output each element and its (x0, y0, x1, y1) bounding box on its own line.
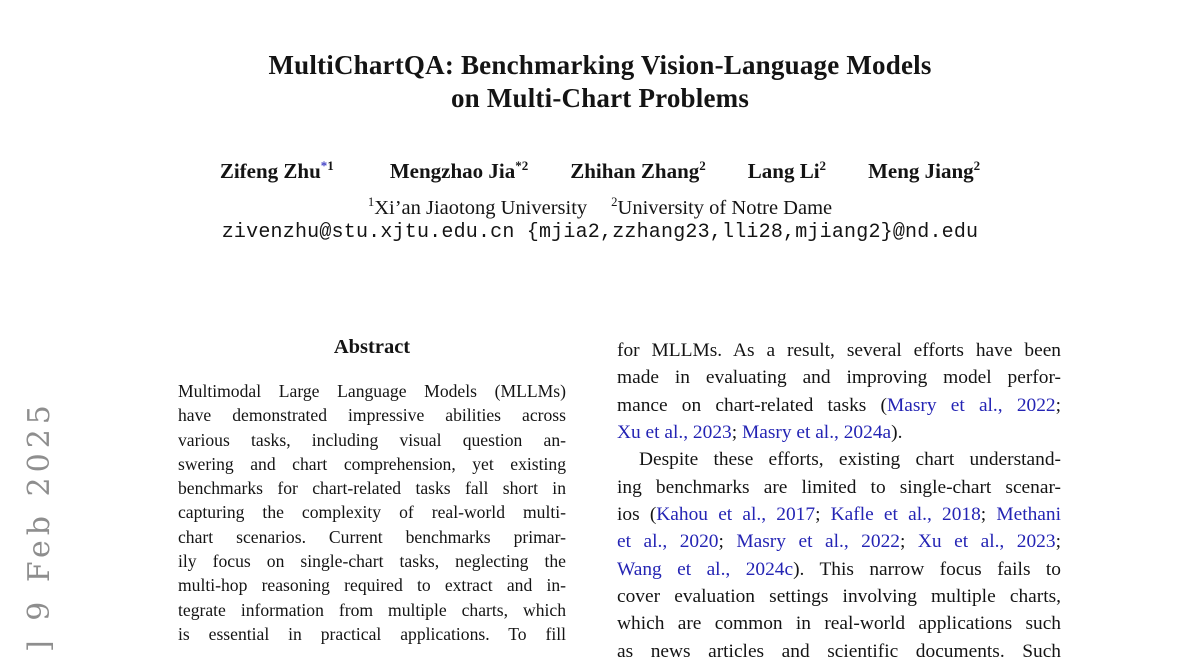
paper-title-line-2: on Multi-Chart Problems (450, 83, 750, 113)
author (220, 158, 334, 184)
affiliation-name: University of Notre Dame (617, 197, 833, 219)
text-line (617, 583, 1061, 610)
introduction-column (617, 337, 1061, 665)
author (748, 158, 826, 184)
text-segment: Despite these efforts, existing chart understand- (639, 449, 1061, 471)
text-segment: ; (899, 531, 918, 553)
text-line (178, 573, 566, 597)
text-segment: which are common in real-world applications such (617, 613, 1061, 635)
text-segment: multi-hop reasoning required to extract and in- (178, 575, 566, 596)
citation-link[interactable]: Kafle et al., 2018 (830, 504, 981, 526)
text-line (617, 474, 1061, 501)
text-segment: various tasks, including visual question an- (178, 429, 566, 450)
citation-link[interactable]: Xu et al., 2023 (617, 422, 732, 444)
text-segment: cover evaluation settings involving multiple charts, (617, 586, 1061, 608)
affiliation-superscript: 1 (327, 158, 334, 173)
text-line (178, 525, 566, 549)
footnote-asterisk: * (320, 158, 328, 173)
text-segment: chart scenarios. Current benchmarks primar- (178, 526, 566, 547)
author (868, 158, 980, 184)
abstract-heading: Abstract (333, 336, 411, 358)
citation-link[interactable]: Kahou et al., 2017 (656, 504, 816, 526)
text-segment: ios ( (617, 504, 657, 526)
author-name: Mengzhao Jia (389, 159, 516, 183)
text-segment: is essential in practical applications. To fill (178, 623, 566, 644)
text-segment: made in evaluating and improving model perfor- (617, 367, 1061, 389)
text-segment: ; (731, 422, 742, 444)
text-segment: ; (718, 531, 737, 553)
text-segment: ily focus on single-chart tasks, neglecting the (178, 551, 566, 572)
citation-link[interactable]: Masry et al., 2024a (741, 422, 892, 444)
text-segment: mance on chart-related tasks ( (617, 394, 887, 416)
text-line (617, 610, 1061, 637)
arxiv-stamp: ] 9 Feb 2025 (22, 400, 57, 652)
text-line (178, 403, 566, 427)
text-segment: for MLLMs. As a result, several efforts have been (617, 340, 1061, 361)
text-segment: capturing the complexity of real-world multi- (178, 502, 566, 523)
author-name: Zhihan Zhang (570, 159, 700, 183)
text-line (617, 638, 1061, 665)
author-name: Zifeng Zhu (219, 159, 321, 183)
text-line (178, 476, 566, 500)
citation-link[interactable]: Xu et al., 2023 (917, 531, 1056, 553)
author-name: Lang Li (747, 159, 820, 183)
paper-title-line-1: MultiChartQA: Benchmarking Vision-Language Models (268, 50, 932, 80)
text-segment: as news articles and scientific documents. Such (617, 640, 1061, 662)
affiliation (611, 197, 832, 219)
affiliation-superscript: 1 (367, 195, 375, 210)
author-emails: zivenzhu@stu.xjtu.edu.cn {mjia2,zzhang23,lli28,mjiang2}@nd.edu (221, 221, 979, 244)
text-segment: Multimodal Large Language Models (MLLMs) (178, 381, 566, 401)
author (570, 158, 706, 184)
affiliation-superscript: 2 (611, 195, 618, 210)
text-line (178, 452, 566, 476)
text-line (617, 364, 1061, 391)
affiliation-superscript: 2 (699, 158, 706, 173)
text-segment: ; (1055, 394, 1062, 416)
text-line (617, 392, 1061, 419)
citation-link[interactable]: Masry et al., 2022 (887, 394, 1056, 416)
text-line (178, 379, 566, 403)
citation-link[interactable]: et al., 2020 (617, 531, 719, 553)
text-segment: ). (891, 422, 903, 444)
text-line (617, 528, 1061, 555)
abstract-column (178, 379, 566, 646)
paper-title (0, 49, 1200, 115)
text-segment: benchmarks for chart-related tasks fall short in (178, 478, 566, 499)
text-line (178, 500, 566, 524)
text-segment: tegrate information from multiple charts, which (178, 599, 566, 620)
author-name: Meng Jiang (868, 159, 974, 183)
text-line (617, 446, 1061, 473)
text-segment: ing benchmarks are limited to single-chart scenar- (617, 476, 1061, 498)
text-line (617, 501, 1061, 528)
text-line (617, 337, 1061, 364)
text-segment: ; (1055, 531, 1061, 553)
affiliation-superscript: 2 (973, 158, 981, 173)
text-segment: ; (815, 504, 831, 526)
text-segment: ). This narrow focus fails to (793, 558, 1061, 580)
affiliation-superscript: 2 (819, 158, 827, 173)
affiliation-name: Xi’an Jiaotong University (374, 197, 588, 219)
text-segment: swering and chart comprehension, yet existing (178, 453, 566, 474)
text-line (178, 549, 566, 573)
text-segment: have demonstrated impressive abilities across (178, 405, 566, 426)
text-line (617, 419, 1061, 446)
text-line (178, 428, 566, 452)
authors-row (0, 158, 1200, 184)
citation-link[interactable]: Methani (996, 504, 1061, 526)
author (390, 158, 528, 184)
citation-link[interactable]: Masry et al., 2022 (736, 531, 900, 553)
affiliation (368, 197, 587, 219)
text-line (178, 598, 566, 622)
text-line (617, 556, 1061, 583)
affiliation-superscript: 2 (521, 158, 529, 173)
footnote-asterisk: * (515, 158, 522, 173)
affiliations-row (0, 196, 1200, 220)
citation-link[interactable]: Wang et al., 2024c (617, 558, 794, 580)
text-segment: ; (980, 504, 997, 526)
text-line (178, 622, 566, 646)
